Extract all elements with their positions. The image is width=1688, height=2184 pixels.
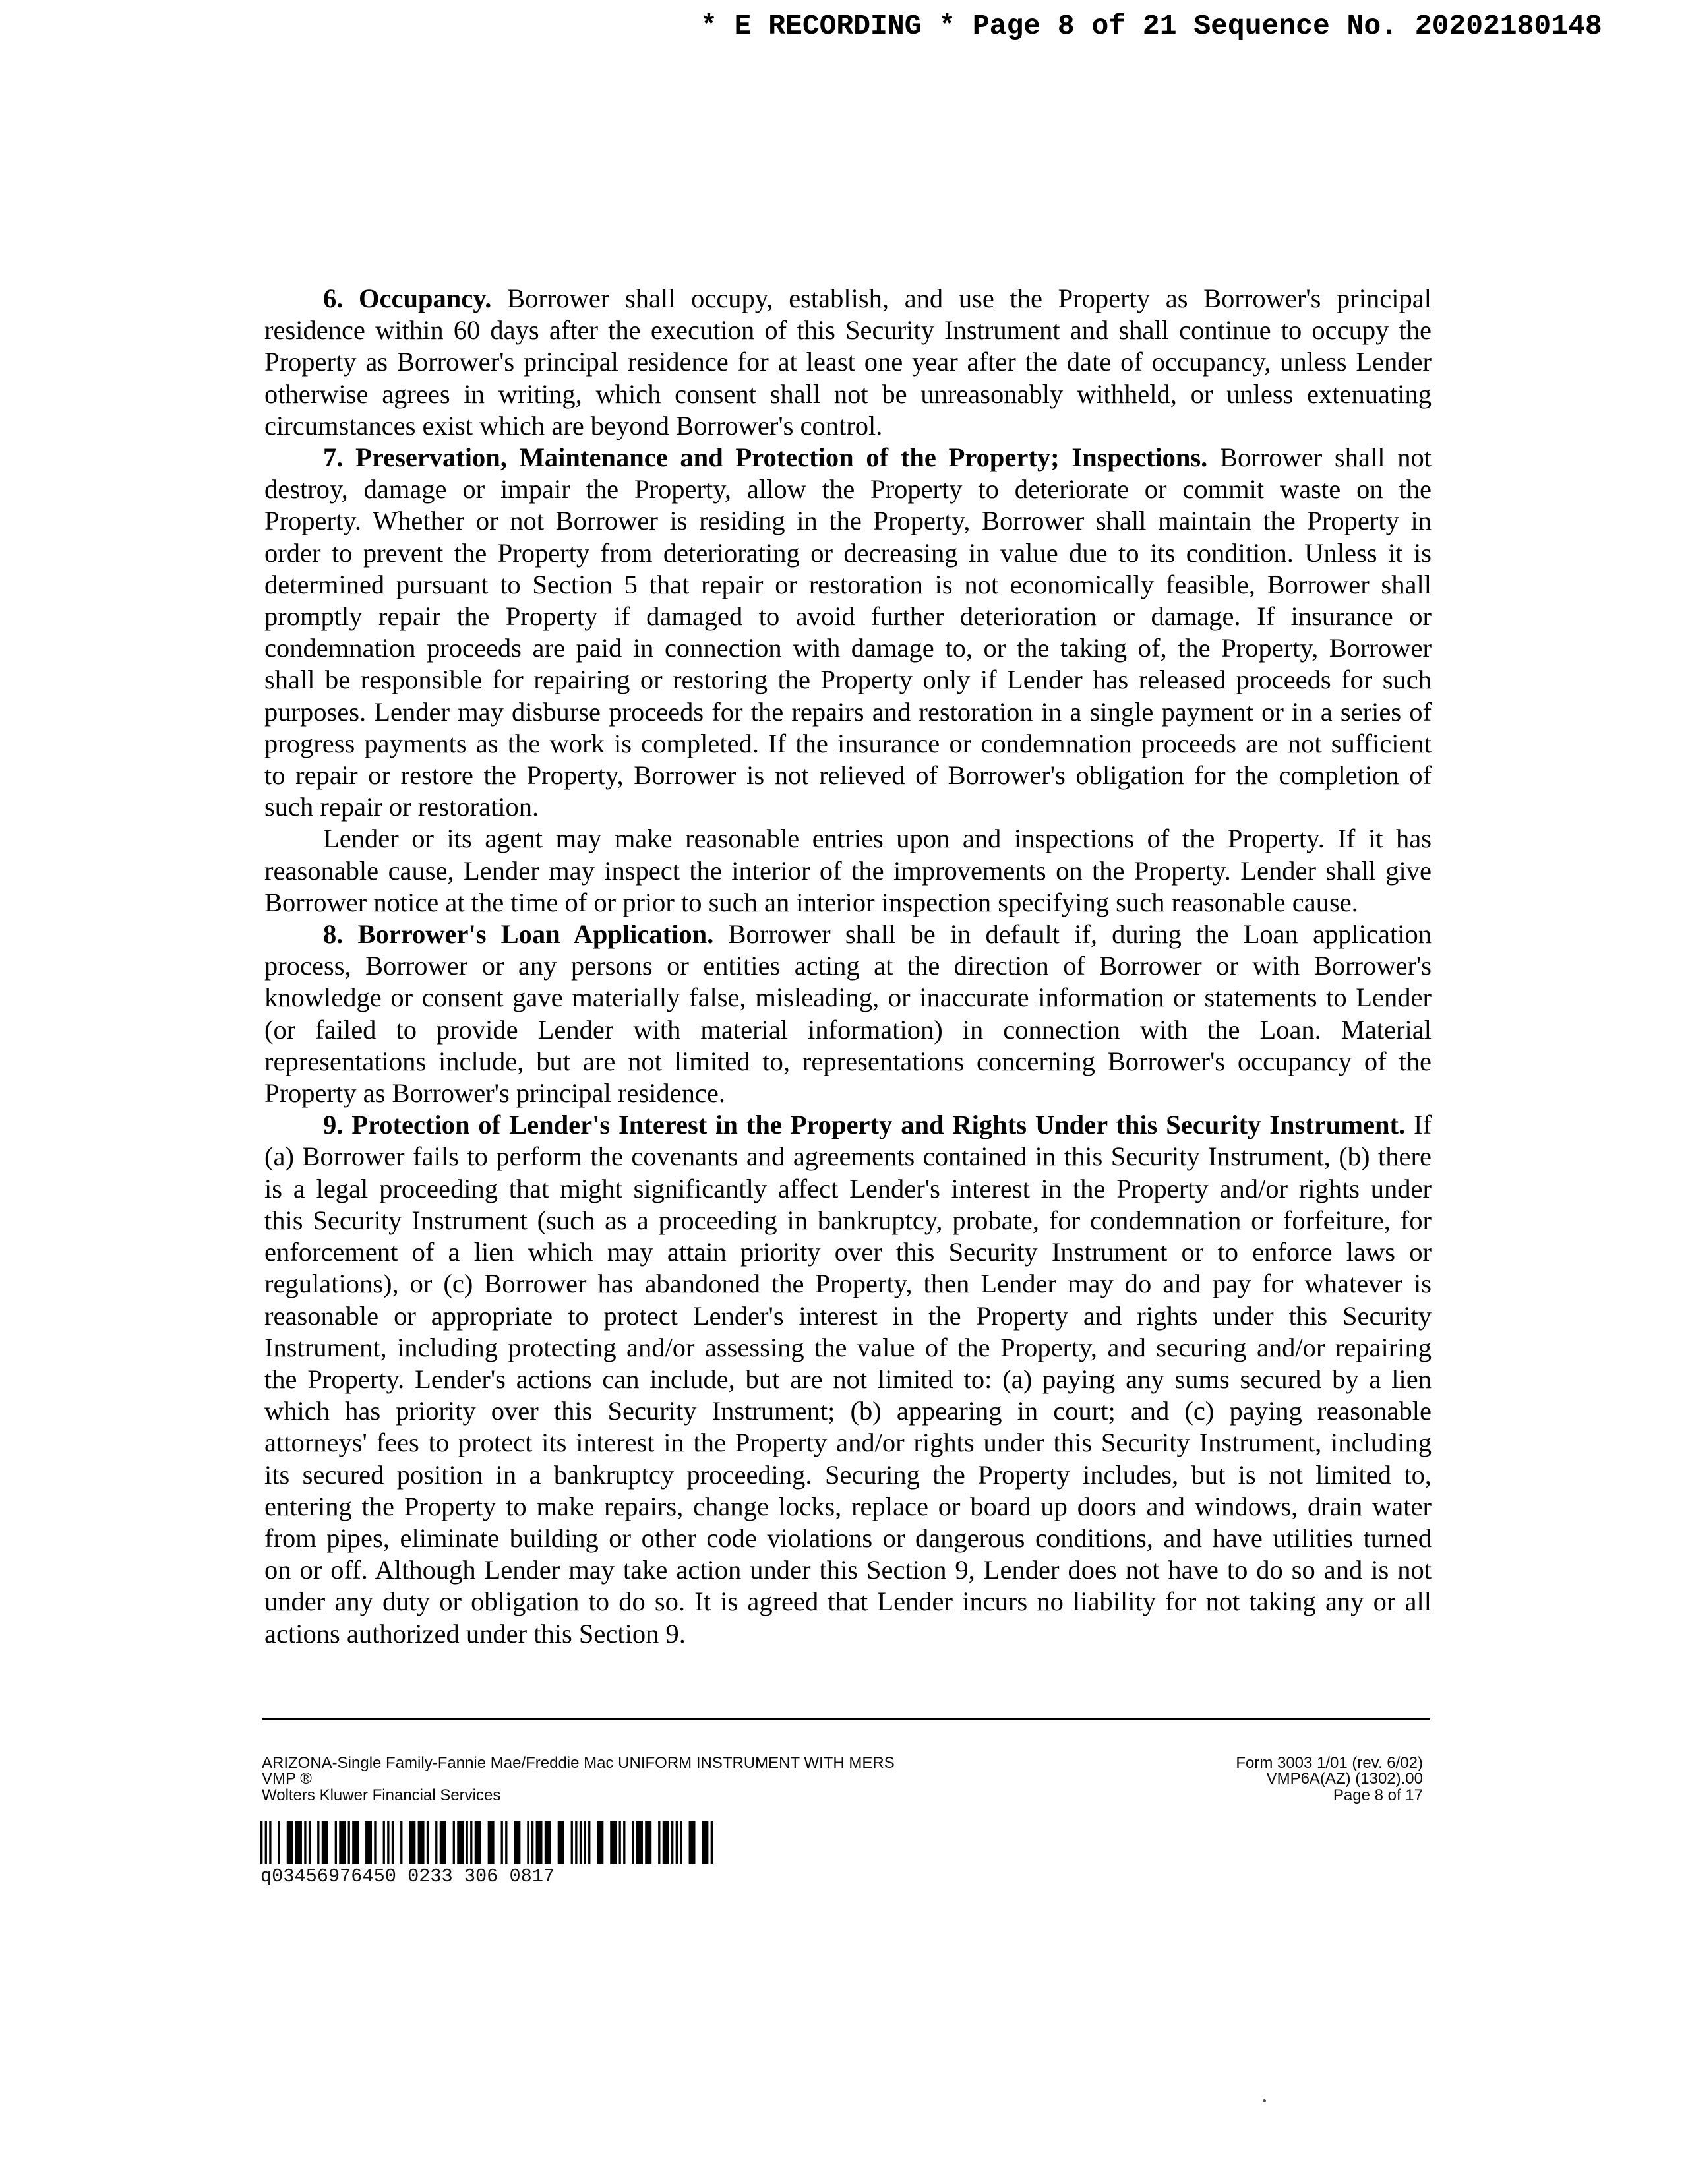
barcode-bar [610, 1821, 617, 1864]
footer-form-info [262, 1755, 895, 1804]
barcode-bar [409, 1821, 415, 1864]
text-line: process, Borrower or any persons or entities acting at the direction of Borrower or with Borrower's [264, 951, 1432, 981]
barcode-bar [671, 1821, 673, 1864]
barcode-bar [435, 1821, 437, 1864]
barcode-bar [645, 1821, 651, 1864]
text-line: the Property. Lender's actions can include, but are not limited to: (a) paying any sums secured by a lien [264, 1364, 1432, 1394]
text-line: promptly repair the Property if damaged to avoid further deterioration or damage. If insurance or [264, 601, 1432, 632]
barcode-bar [619, 1821, 621, 1864]
barcode-bar [475, 1821, 481, 1864]
text-line: (a) Borrower fails to perform the covenants and agreements contained in this Security Instrument, (b) there [264, 1141, 1432, 1172]
barcode-label: q03456976450 0233 306 0817 [260, 1866, 555, 1887]
text-line: reasonable cause, Lender may inspect the interior of the improvements on the Property. Lender shall give [264, 855, 1432, 886]
barcode-bar [536, 1821, 543, 1864]
form-title: ARIZONA-Single Family-Fannie Mae/Freddie Mac UNIFORM INSTRUMENT WITH MERS [262, 1754, 895, 1772]
text-line: otherwise agrees in writing, which consent shall not be unreasonably withheld, or unless extenuating [264, 379, 1432, 409]
text-line: shall be responsible for repairing or restoring the Property only if Lender has released proceeds for such [264, 665, 1432, 695]
text-line: circumstances exist which are beyond Borrower's control. [264, 410, 883, 440]
text-line [264, 283, 1432, 315]
barcode-bar [680, 1821, 682, 1864]
scan-speck [1263, 2099, 1266, 2102]
barcode-bar [418, 1821, 425, 1864]
section-heading: 8. Borrower's Loan Application. [323, 919, 714, 950]
line-text: If [1414, 1110, 1432, 1140]
barcode-bar [265, 1821, 267, 1864]
text-line: progress payments as the work is completed. If the insurance or condemnation proceeds are not sufficient [264, 728, 1432, 758]
barcode-bar [558, 1821, 564, 1864]
barcode-bar [383, 1821, 385, 1864]
text-line: on or off. Although Lender may take action under this Section 9, Lender does not have to do so and is not [264, 1555, 1432, 1585]
text-line: destroy, damage or impair the Property, allow the Property to deteriorate or commit waste on the [264, 474, 1432, 504]
barcode-bar [588, 1821, 590, 1864]
barcode-bar [466, 1821, 468, 1864]
form-number: Form 3003 1/01 (rev. 6/02) [1236, 1754, 1423, 1772]
footer-form-codes [1236, 1755, 1423, 1804]
barcode-bar [335, 1821, 337, 1864]
section-heading: 6. Occupancy. [323, 284, 492, 313]
barcode-bar [339, 1821, 346, 1864]
barcode-bar [623, 1821, 625, 1864]
barcode-bar [571, 1821, 573, 1864]
barcode-bar [348, 1821, 350, 1864]
barcode-bar [584, 1821, 586, 1864]
barcode-bar [488, 1821, 495, 1864]
barcode-bar [287, 1821, 293, 1864]
barcode-bar [295, 1821, 302, 1864]
text-line: is a legal proceeding that might significantly affect Lender's interest in the Property and/or rights under [264, 1173, 1432, 1203]
text-line: Property as Borrower's principal residence. [264, 1078, 725, 1108]
barcode [260, 1821, 713, 1864]
barcode-bar [387, 1821, 389, 1864]
barcode-bar [440, 1821, 446, 1864]
text-line [264, 442, 1432, 473]
barcode-bar [527, 1821, 529, 1864]
footer-divider [262, 1718, 1430, 1720]
barcode-bar [636, 1821, 643, 1864]
barcode-bar [470, 1821, 472, 1864]
text-line: (or failed to provide Lender with material information) in connection with the Loan. Material [264, 1014, 1432, 1045]
text-line: determined pursuant to Section 5 that repair or restoration is not economically feasible, Borrower shall [264, 569, 1432, 599]
barcode-bar [663, 1821, 669, 1864]
barcode-bar [676, 1821, 678, 1864]
barcode-bar [374, 1821, 376, 1864]
barcode-bar [531, 1821, 533, 1864]
section-9-protection-of-lenders-interest [264, 1109, 1432, 1649]
text-line: enforcement of a lien which may attain priority over this Security Instrument or to enforce laws or [264, 1237, 1432, 1267]
page-number: Page 8 of 17 [1333, 1786, 1423, 1804]
text-line: order to prevent the Property from deteriorating or decreasing in value due to its condition. Unless it is [264, 537, 1432, 568]
barcode-bar [352, 1821, 359, 1864]
document-body [264, 283, 1432, 1650]
text-line: residence within 60 days after the execution of this Security Instrument and shall continue to occupy the [264, 315, 1432, 346]
text-line: Property as Borrower's principal residence for at least one year after the date of occupancy, unless Lender [264, 347, 1432, 377]
barcode-bar [304, 1821, 306, 1864]
line-text: Borrower shall occupy, establish, and use the Property as Borrower's principal [507, 284, 1432, 313]
text-line: attorneys' fees to protect its interest in the Property and/or rights under this Security Instrument, including [264, 1428, 1432, 1458]
barcode-bar [260, 1821, 262, 1864]
text-line [264, 919, 1432, 950]
barcode-bar [453, 1821, 455, 1864]
barcode-bar [400, 1821, 402, 1864]
barcode-bar [575, 1821, 577, 1864]
text-line: condemnation proceeds are paid in connection with damage to, or the taking of, the Property, Borrower [264, 633, 1432, 663]
text-line: such repair or restoration. [264, 792, 539, 822]
barcode-bar [658, 1821, 660, 1864]
vmp-mark: VMP ® [262, 1770, 312, 1788]
barcode-bar [427, 1821, 429, 1864]
barcode-bar [545, 1821, 551, 1864]
text-line: its secured position in a bankruptcy proceeding. Securing the Property includes, but is not limited to, [264, 1459, 1432, 1490]
text-line: to repair or restore the Property, Borrower is not relieved of Borrower's obligation for the completion of [264, 760, 1432, 791]
barcode-bar [501, 1821, 503, 1864]
line-text: Borrower shall not [1220, 442, 1432, 473]
barcode-bar [317, 1821, 319, 1864]
form-code: VMP6A(AZ) (1302).00 [1266, 1770, 1423, 1788]
text-line: reasonable or appropriate to protect Lender's interest in the Property and rights under this Security [264, 1300, 1432, 1331]
section-7-inspections-paragraph [264, 823, 1432, 919]
barcode-bar [278, 1821, 280, 1864]
text-line: which has priority over this Security Instrument; (b) appearing in court; and (c) paying reasonable [264, 1396, 1432, 1426]
text-line: representations include, but are not limited to, representations concerning Borrower's occupancy of the [264, 1046, 1432, 1076]
barcode-bar [632, 1821, 634, 1864]
text-line: Instrument, including protecting and/or assessing the value of the Property, and securing and/or repairing [264, 1332, 1432, 1362]
text-line [264, 1109, 1432, 1141]
barcode-bar [597, 1821, 603, 1864]
barcode-bar [689, 1821, 696, 1864]
text-line: Lender or its agent may make reasonable entries upon and inspections of the Property. If it has [323, 824, 1432, 854]
section-heading: 9. Protection of Lender's Interest in the Property and Rights Under this Security Instrument. [323, 1110, 1406, 1140]
barcode-bar [505, 1821, 507, 1864]
section-6-occupancy [264, 283, 1432, 442]
barcode-bar [392, 1821, 394, 1864]
text-line: entering the Property to make repairs, change locks, replace or board up doors and windows, drain water [264, 1491, 1432, 1521]
barcode-bar [580, 1821, 582, 1864]
text-line: knowledge or consent gave materially false, misleading, or inaccurate information or statements to Lender [264, 983, 1432, 1013]
barcode-bar [269, 1821, 271, 1864]
text-line: Property. Whether or not Borrower is residing in the Property, Borrower shall maintain the Property in [264, 506, 1432, 536]
publisher-name: Wolters Kluwer Financial Services [262, 1786, 501, 1804]
section-8-loan-application [264, 919, 1432, 1109]
barcode-bar [702, 1821, 708, 1864]
text-line: this Security Instrument (such as a proceeding in bankruptcy, probate, for condemnation or forfeiture, for [264, 1205, 1432, 1235]
line-text: Borrower shall be in default if, during the Loan application [728, 919, 1432, 950]
barcode-bar [365, 1821, 372, 1864]
text-line: purposes. Lender may disburse proceeds for the repairs and restoration in a single payment or in a series of [264, 696, 1432, 727]
text-line: regulations), or (c) Borrower has abandoned the Property, then Lender may do and pay for whatever is [264, 1269, 1432, 1299]
barcode-bar [322, 1821, 328, 1864]
recording-stamp: * E RECORDING * Page 8 of 21 Sequence No. 20202180148 [700, 10, 1602, 42]
barcode-bar [711, 1821, 713, 1864]
text-line: from pipes, eliminate building or other code violations or dangerous conditions, and have utilities turned [264, 1523, 1432, 1553]
text-line: Borrower notice at the time of or prior to such an interior inspection specifying such reasonable cause. [264, 887, 1358, 917]
text-line: under any duty or obligation to do so. It is agreed that Lender incurs no liability for not taking any or all [264, 1587, 1432, 1617]
section-heading: 7. Preservation, Maintenance and Protection of the Property; Inspections. [323, 442, 1208, 473]
barcode-bar [457, 1821, 464, 1864]
section-7-preservation [264, 442, 1432, 823]
barcode-bar [309, 1821, 311, 1864]
text-line: actions authorized under this Section 9. [264, 1618, 686, 1649]
barcode-bar [514, 1821, 520, 1864]
